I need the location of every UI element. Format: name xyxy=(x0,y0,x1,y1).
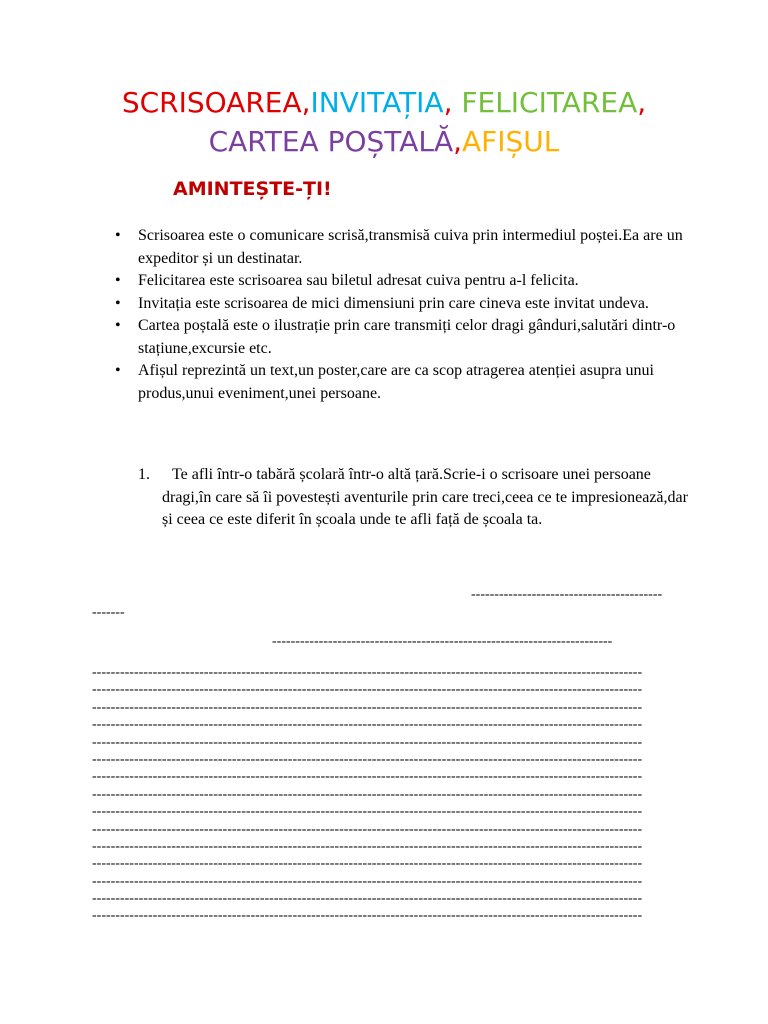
answer-line: ---------------------------------------------------------------------------------------------------------------------- xyxy=(92,786,643,802)
answer-line: ---------------------------------------------------------------------------------------------------------------------- xyxy=(92,891,643,907)
title-segment: AFIȘUL xyxy=(462,125,560,158)
bullet-icon: • xyxy=(115,272,121,289)
title-segment: , xyxy=(637,86,647,119)
bullet-icon: • xyxy=(115,227,121,244)
bullet-icon: • xyxy=(115,317,121,334)
list-item-text: Scrisoarea este o comunicare scrisă,transmisă cuiva prin intermediul poștei.Ea are un expeditor și un destinatar. xyxy=(138,227,683,267)
list-item-text: Afișul reprezintă un text,un poster,care are ca scop atragerea atenției asupra unui produs,unui eveniment,unei persoane. xyxy=(138,362,654,402)
list-item xyxy=(90,225,690,270)
answer-line: ---------------------------------------------------------------------------------------------------------------------- xyxy=(92,804,643,820)
list-item-text: Invitația este scrisoarea de mici dimensiuni prin care cineva este invitat undeva. xyxy=(138,294,649,312)
answer-line: ---------------------------------------------------------------------------------------------------------------------- xyxy=(92,908,643,924)
list-item xyxy=(90,360,690,405)
title-segment: FELICITAREA xyxy=(452,86,638,119)
bullet-icon: • xyxy=(115,294,121,312)
task-1 xyxy=(138,464,690,532)
list-item xyxy=(90,270,690,293)
title-segment: , xyxy=(453,125,463,158)
answer-line: ---------------------------------------------------------------------------------------------------------------------- xyxy=(92,717,643,733)
subtitle: AMINTEȘTE-ȚI! xyxy=(173,178,332,200)
task-text: Te afli într-o tabără școlară într-o altă țară.Scrie-i o scrisoare unei persoane dragi,în care să îi povestești aventurile prin care treci,ceea ce te impresionează,dar și ceea ce este diferit în școala unde te afli față de școala ta. xyxy=(162,466,688,528)
definition-list xyxy=(90,225,690,405)
title-segment: SCRISOAREA xyxy=(121,86,302,119)
answer-line: ---------------------------------------------------------------------------------------------------------------------- xyxy=(92,769,643,785)
list-item-text: Felicitarea este scrisoarea sau biletul adresat cuiva pentru a-l felicita. xyxy=(138,272,579,289)
list-item xyxy=(90,315,690,360)
answer-line: ---------------------------------------------------------------------------------------------------------------------- xyxy=(92,665,643,680)
answer-line: ---------------------------------------------------------------------------------------------------------------------- xyxy=(92,682,643,698)
bullet-icon: • xyxy=(115,362,121,379)
title-segment: INVITAȚIA xyxy=(310,86,444,119)
answer-line-top-right: ----------------------------------------- xyxy=(471,587,663,602)
answer-line: ---------------------------------------------------------------------------------------------------------------------- xyxy=(92,873,643,889)
title-line-2 xyxy=(0,124,768,160)
answer-line-top-wrap: ------- xyxy=(92,605,125,620)
answer-line: ---------------------------------------------------------------------------------------------------------------------- xyxy=(92,751,643,767)
answer-line: ---------------------------------------------------------------------------------------------------------------------- xyxy=(92,821,643,837)
title-segment: , xyxy=(443,86,453,119)
title-segment: , xyxy=(301,86,311,119)
answer-line: ---------------------------------------------------------------------------------------------------------------------- xyxy=(92,734,643,750)
list-item-text: Cartea poștală este o ilustrație prin care transmiți celor dragi gânduri,salutări dintr-o stațiune,excursie etc. xyxy=(138,317,676,357)
title-line-1 xyxy=(0,85,768,121)
answer-line: ---------------------------------------------------------------------------------------------------------------------- xyxy=(92,699,643,715)
answer-line: ---------------------------------------------------------------------------------------------------------------------- xyxy=(92,856,643,872)
answer-lines xyxy=(92,664,677,925)
answer-line: ---------------------------------------------------------------------------------------------------------------------- xyxy=(92,838,643,854)
task-number: 1. xyxy=(138,466,150,483)
answer-line-center: ------------------------------------------------------------------------- xyxy=(272,634,613,649)
title-segment: CARTEA POȘTALĂ xyxy=(208,125,454,158)
list-item xyxy=(90,293,690,316)
